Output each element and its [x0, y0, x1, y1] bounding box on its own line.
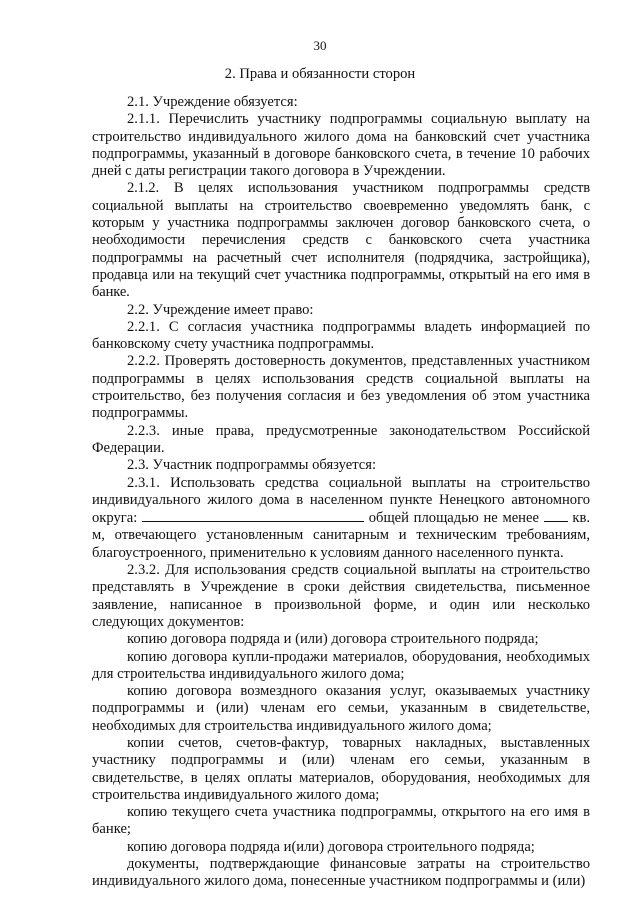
- paragraph-2-3-1: [92, 475, 590, 562]
- paragraph-2-1-2: 2.1.2. В целях использования участником подпрограммы средств социальной выплаты на строительство своевременно уведомлять банк, с которым у участника подпрограммы заключен договор банковского счета, о необходимости перечисления средств с банковского счета участника подпрограммы на расчетный счет исполнителя (подрядчика, застройщика), продавца или на текущий счет участника подпрограммы, открытый на его имя в банке.: [92, 180, 590, 301]
- paragraph-2-3-1-part2: общей площадью не менее: [364, 510, 544, 527]
- paragraph-2-1-1: 2.1.1. Перечислить участнику подпрограммы социальную выплату на строительство индивидуального жилого дома на банковский счет участника подпрограммы, указанный в договоре банковского счета, в течение 10 рабочих дней с даты регистрации такого договора в Учреждении.: [92, 111, 590, 180]
- page-number: 30: [313, 38, 327, 53]
- paragraph-2-3-1-part3: кв. м, отвечающего установленным санитарным и техническим требованиям, благоустроенного, применительно к условиям данного населенного пункта.: [92, 510, 590, 561]
- list-item-contract-copy: копию договора подряда и (или) договора строительного подряда;: [127, 631, 539, 648]
- paragraph-2-2-2: 2.2.2. Проверять достоверность документов, представленных участником подпрограммы в целях использования средств социальной выплаты на строительство, без получения согласия и без уведомления об этом участника подпрограммы.: [92, 353, 590, 422]
- settlement-blank-line: [142, 509, 364, 522]
- list-item-expense-documents: документы, подтверждающие финансовые затраты на строительство индивидуального жилого дома, понесенные участником подпрограммы и (или): [92, 856, 590, 890]
- list-item-purchase-contract: копию договора купли-продажи материалов, оборудования, необходимых для строительства индивидуального жилого дома;: [92, 648, 590, 682]
- list-item-invoices: копии счетов, счетов-фактур, товарных накладных, выставленных участнику подпрограммы и (или) членам его семьи, указанным в свидетельстве, в целях оплаты материалов, оборудования, необходимых для строительства индивидуального жилого дома;: [92, 734, 590, 803]
- list-item-current-account: копию текущего счета участника подпрограммы, открытого на его имя в банке;: [92, 804, 590, 838]
- list-item-services-contract: копию договора возмездного оказания услуг, оказываемых участнику подпрограммы и (или) членам его семьи, указанным в свидетельстве, необходимых для строительства индивидуального жилого дома;: [92, 683, 590, 734]
- area-blank-line: [544, 509, 568, 522]
- paragraph-2-1: 2.1. Учреждение обязуется:: [127, 94, 298, 110]
- paragraph-2-3-1-part1: 2.3.1. Использовать средства социальной выплаты на строительство индивидуального жилого дома в населенном пункте Ненецкого автономного округа:: [92, 474, 590, 527]
- paragraph-2-3: 2.3. Участник подпрограммы обязуется:: [127, 457, 377, 474]
- section-title: 2. Права и обязанности сторон: [224, 66, 416, 82]
- paragraph-2-2-3: 2.2.3. иные права, предусмотренные законодательством Российской Федерации.: [92, 422, 590, 456]
- list-item-contract-copy-2: копию договора подряда и(или) договора строительного подряда;: [127, 838, 535, 855]
- paragraph-2-3-2: 2.3.2. Для использования средств социальной выплаты на строительство представлять в Учреждение в сроки действия свидетельства, письменное заявление, написанное в произвольной форме, и один или несколько следующих документов:: [92, 562, 590, 630]
- paragraph-2-2: 2.2. Учреждение имеет право:: [127, 301, 314, 318]
- document-body: [92, 94, 590, 891]
- paragraph-2-2-1: 2.2.1. С согласия участника подпрограммы владеть информацией по банковскому счету участника подпрограммы.: [92, 318, 590, 353]
